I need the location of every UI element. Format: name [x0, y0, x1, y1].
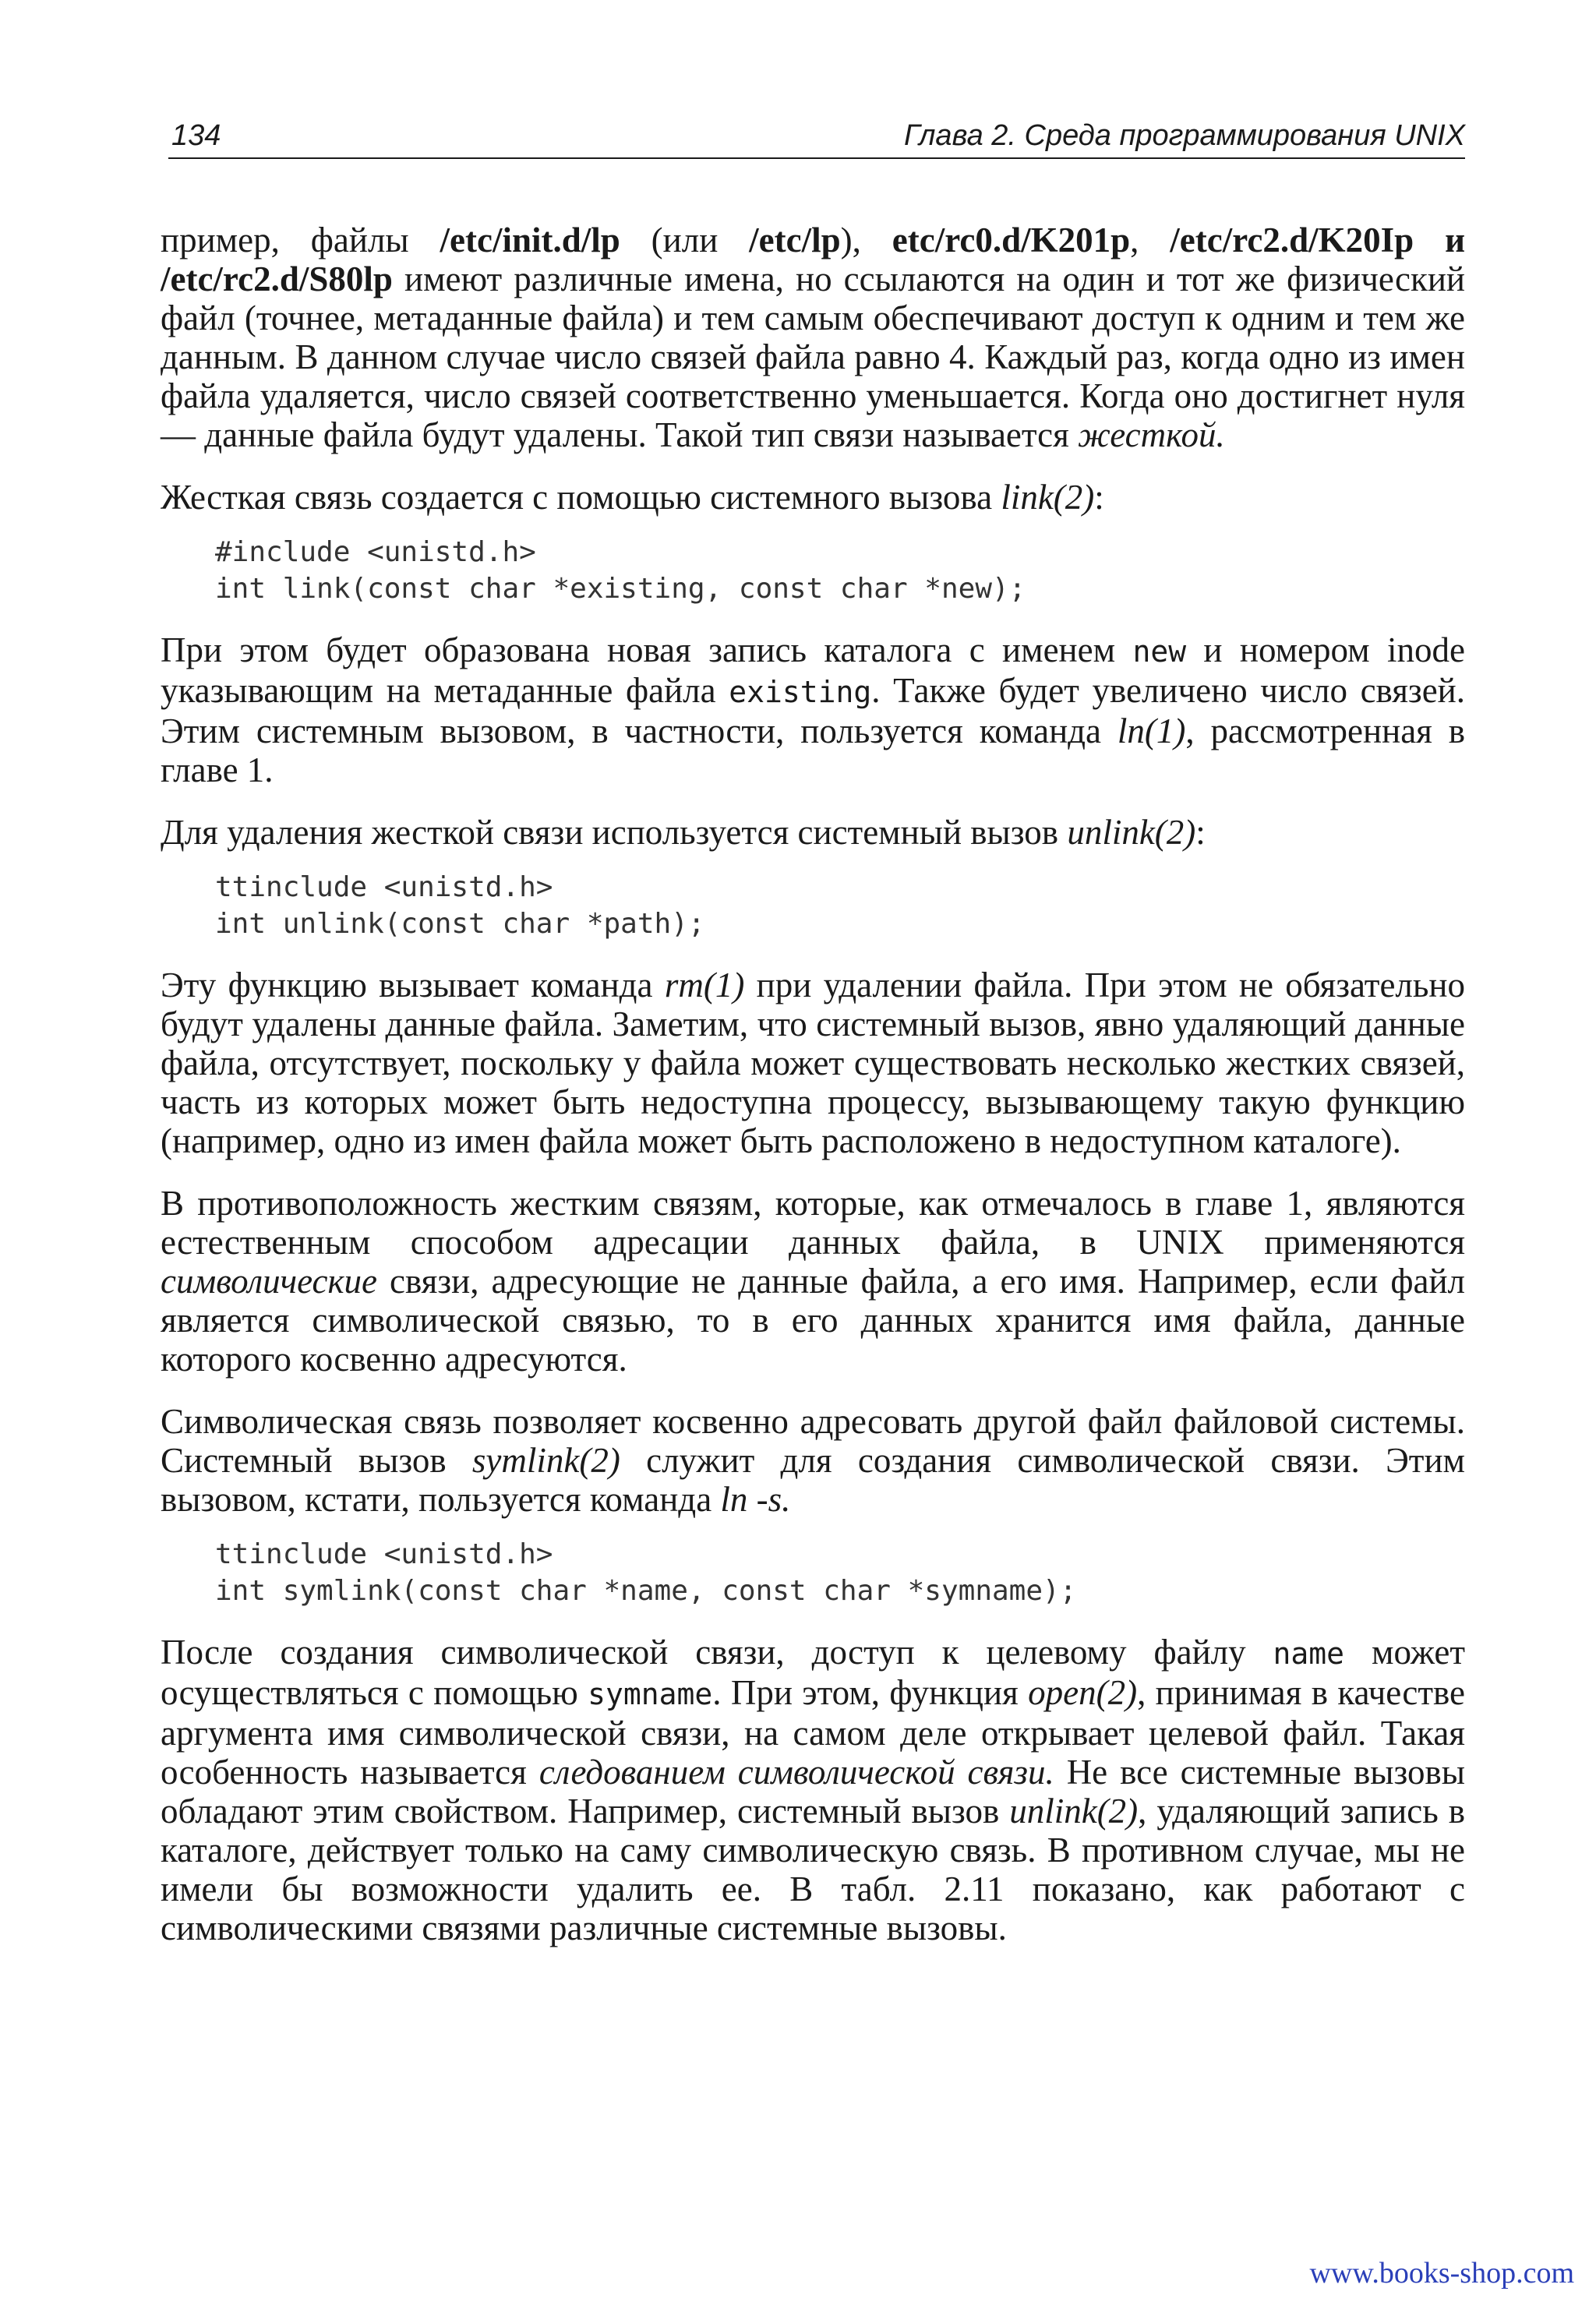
code-line: int symlink(const char *name, const char *symname); [215, 1575, 1077, 1607]
code-block [161, 1536, 1465, 1609]
mono-text: symname [588, 1677, 713, 1711]
page-header [168, 117, 1465, 159]
text-run: служит для создания символической связи. Этим вызовом, кстати, пользуется команда [161, 1441, 1466, 1519]
italic-text: open(2) [1028, 1673, 1138, 1712]
body-paragraph [161, 1184, 1465, 1379]
text-run: В противоположность жестким связям, которые, как отмечалось в главе 1, являются естественным способом адресации данных файла, в UNIX применяются [161, 1184, 1465, 1262]
body-paragraph [161, 813, 1465, 852]
body-paragraph [161, 478, 1465, 517]
bold-text: /etc/rc2.d/K20Ip [1170, 221, 1414, 260]
body-paragraph [161, 221, 1465, 454]
bold-text: etc/rc0.d/K201p [892, 221, 1131, 260]
text-run: Эту функцию вызывает команда [161, 966, 665, 1004]
bold-text: /etc/rc2.d/S80lp [161, 260, 393, 298]
mono-text: name [1273, 1636, 1345, 1671]
code-block [161, 869, 1465, 942]
body-paragraph [161, 630, 1465, 789]
text-run: Жесткая связь создается с помощью системного вызова [161, 478, 1001, 517]
italic-text: символические [161, 1262, 377, 1301]
text-run: (или [620, 221, 750, 260]
text-run: : [1195, 813, 1206, 852]
mono-text: existing [729, 675, 872, 709]
text-run: имеют различные имена, но ссылаются на один и тот же физический файл (точнее, метаданные файла) и тем самым обеспечивают доступ к одним и тем же данным. В данном случае число связей файла равно 4. Каждый раз, когда одно из имен файла удаляется, число связей соответственно уменьшается. Когда оно достигнет нуля — данные файла будут удалены. Такой тип связи называется [161, 260, 1465, 454]
code-line: #include <unistd.h> [215, 536, 536, 568]
body-paragraph [161, 966, 1465, 1160]
italic-text: link(2) [1001, 478, 1095, 517]
code-line: ttinclude <unistd.h> [215, 871, 553, 903]
text-run: После создания символической связи, доступ к целевому файлу [161, 1633, 1273, 1672]
body-paragraph [161, 1633, 1465, 1947]
text-run: связи, адресующие не данные файла, а его имя. Например, если файл является символической связью, то в его данных хранится имя файла, данные которого косвенно адресуются. [161, 1262, 1465, 1379]
text-run: : [1094, 478, 1104, 517]
text-run: при удалении файла. При этом не обязательно будут удалены данные файла. Заметим, что системный вызов, явно удаляющий данные файла, отсутствует, поскольку у файла может существовать несколько жестких связей, часть из которых может быть недоступна процессу, вызывающему такую функцию (например, одно из имен файла может быть расположено в недоступном каталоге). [161, 966, 1465, 1160]
text-run: может осуществляться с помощью [161, 1633, 1465, 1712]
text-run: и номером inode указывающим на метаданные файла [161, 630, 1465, 710]
text-run: При этом будет образована новая запись каталога с именем [161, 630, 1133, 669]
page-body [161, 221, 1465, 1971]
page-number: 134 [171, 119, 221, 152]
text-run: . При этом, функция [712, 1673, 1029, 1712]
bold-text: /etc/lp [749, 221, 841, 260]
text-run: , [1130, 221, 1171, 260]
bold-text: и [1414, 221, 1465, 260]
chapter-title: Глава 2. Среда программирования UNIX [904, 119, 1465, 152]
italic-text: unlink(2) [1067, 813, 1196, 852]
italic-text: жесткой. [1078, 415, 1225, 454]
text-run: Не все системные вызовы обладают этим свойством. Например, системный вызов [161, 1753, 1465, 1831]
italic-text: ln -s. [720, 1480, 791, 1519]
text-run: , рассмотренная в главе 1. [161, 711, 1466, 789]
code-block [161, 534, 1465, 607]
text-run: пример, файлы [161, 221, 440, 260]
italic-text: ln(1) [1117, 711, 1186, 750]
text-run: Для удаления жесткой связи используется системный вызов [161, 813, 1068, 852]
text-run: ), [840, 221, 892, 260]
code-line: int link(const char *existing, const char *new); [215, 573, 1026, 605]
italic-text: rm(1) [664, 966, 745, 1004]
body-paragraph [161, 1402, 1465, 1519]
mono-text: new [1132, 634, 1187, 669]
text-run: , принимая в качестве аргумента имя символической связи, на самом деле открывает целевой файл. Такая особенность называется [161, 1673, 1465, 1792]
footer-url[interactable]: www.books-shop.com [1309, 2257, 1574, 2290]
text-run: Символическая связь позволяет косвенно адресовать другой файл файловой системы. Системный вызов [161, 1402, 1465, 1480]
text-run: . Также будет увеличено число связей. Этим системным вызовом, в частности, пользуется команда [161, 671, 1465, 750]
italic-text: unlink(2) [1009, 1792, 1139, 1831]
bold-text: /etc/init.d/lp [440, 221, 620, 260]
code-line: ttinclude <unistd.h> [215, 1538, 553, 1570]
italic-text: следованием символической связи. [538, 1753, 1054, 1792]
text-run: , удаляющий запись в каталоге, действует только на саму символическую связь. В противном случае, мы не имели бы возможности удалить ее. В табл. 2.11 показано, как работают с символическими связями различные системные вызовы. [161, 1792, 1465, 1947]
italic-text: symlink(2) [471, 1441, 620, 1480]
code-line: int unlink(const char *path); [215, 908, 705, 940]
